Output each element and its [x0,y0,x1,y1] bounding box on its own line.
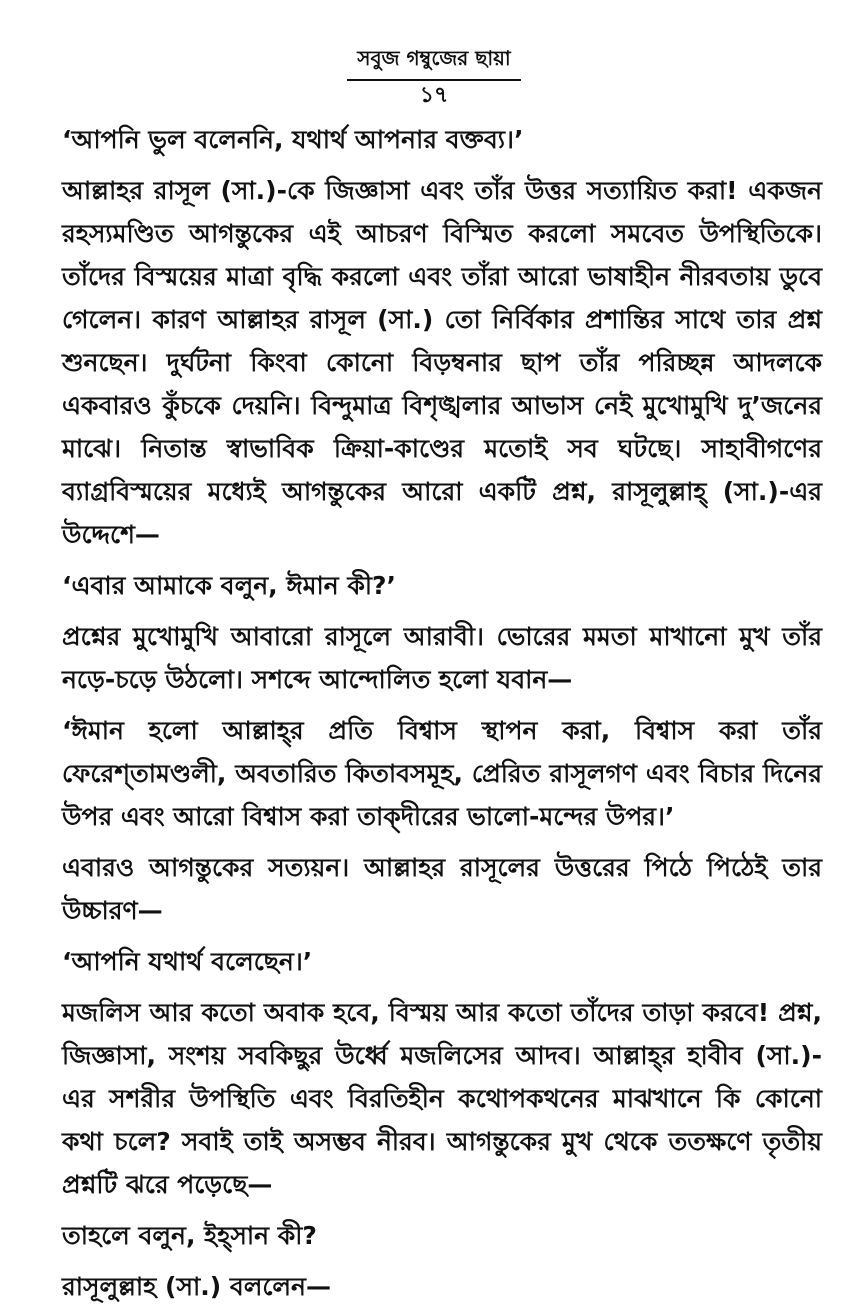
body-paragraph: মজলিস আর কতো অবাক হবে, বিস্ময় আর কতো তাঁদের তাড়া করবে! প্রশ্ন, জিজ্ঞাসা, সংশয় সবকিছুর উর্ধ্বে মজলিসের আদব। আল্লাহ্‌র হাবীব (সা.)-এর সশরীর উপস্থিতি এবং বিরতিহীন কথোপকথনের মাঝখানে কি কোনো কথা চলে? সবাই তাই অসম্ভব নীরব। আগন্তুকের মুখ থেকে ততক্ষণে তৃতীয় প্রশ্নটি ঝরে পড়েছে— [62,998,822,1199]
quote-paragraph: ‘আপনি ভুল বলেননি, যথার্থ আপনার বক্তব্য।’ [62,125,524,154]
quote-paragraph: ‘আপনি যথার্থ বলেছেন।’ [62,947,313,976]
body-paragraph: আল্লাহর রাসূল (সা.)-কে জিজ্ঞাসা এবং তাঁর উত্তর সত্যায়িত করা! একজন রহস্যমণ্ডিত আগন্তুকের এই আচরণ বিস্মিত করলো সমবেত উপস্থিতিকে। তাঁদের বিস্ময়ের মাত্রা বৃদ্ধি করলো এবং তাঁরা আরো ভাষাহীন নীরবতায় ডুবে গেলেন। কারণ আল্লাহর রাসূল (সা.) তো নির্বিকার প্রশান্তির সাথে তার প্রশ্ন শুনছেন। দুর্ঘটনা কিংবা কোনো বিড়ম্বনার ছাপ তাঁর পরিচ্ছন্ন আদলকে একবারও কুঁচকে দেয়নি। বিন্দুমাত্র বিশৃঙ্খলার আভাস নেই মুখোমুখি দু’জনের মাঝে। নিতান্ত স্বাভাবিক ক্রিয়া-কাণ্ডের মতোই সব ঘটছে। সাহাবীগণের ব্যাগ্রবিস্ময়ের মধ্যেই আগন্তুকের আরো একটি প্রশ্ন, রাসূলুল্লাহ্ (সা.)-এর উদ্দেশে— [62,176,822,549]
body-paragraph: রাসূলুল্লাহ (সা.) বললেন— [62,1272,331,1301]
quote-paragraph: ‘এবার আমাকে বলুন, ঈমান কী?’ [62,571,397,600]
body-text [62,118,822,1316]
running-title: সবুজ গম্বুজের ছায়া [347,44,520,81]
quote-paragraph: ‘ঈমান হলো আল্লাহ্‌র প্রতি বিশ্বাস স্থাপন করা, বিশ্বাস করা তাঁর ফেরেশ্‌তামণ্ডলী, অবতারিত কিতাবসমূহ, প্রেরিত রাসূলগণ এবং বিচার দিনের উপর এবং আরো বিশ্বাস করা তাক্‌দীরের ভালো-মন্দের উপর।’ [62,716,822,831]
page-number: ১৭ [419,82,449,108]
body-paragraph: এবারও আগন্তুকের সত্যয়ন। আল্লাহর রাসূলের উত্তরের পিঠে পিঠেই তার উচ্চারণ— [62,853,822,925]
body-paragraph: তাহলে বলুন, ইহ্‌সান কী? [62,1221,317,1250]
body-paragraph: প্রশ্নের মুখোমুখি আবারো রাসূলে আরাবী। ভোরের মমতা মাখানো মুখ তাঁর নড়ে-চড়ে উঠলো। সশব্দে আন্দোলিত হলো যবান— [62,622,822,694]
page-header [0,44,868,81]
